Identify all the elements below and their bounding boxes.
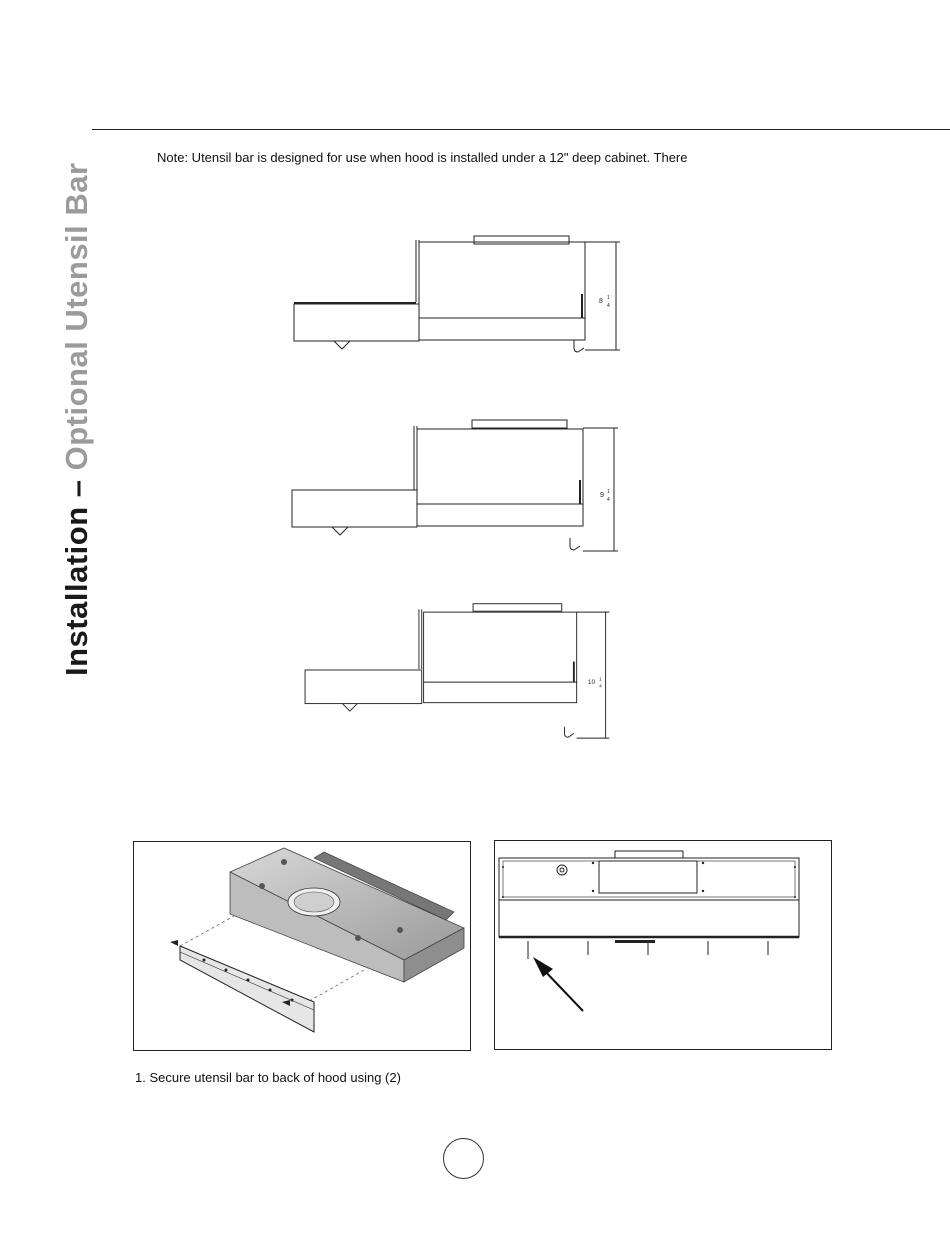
hood-isometric-drawing	[134, 842, 470, 1050]
side-view-diagram-3	[280, 600, 640, 740]
utensil-bar-front-view-illustration	[494, 840, 832, 1050]
side-view-drawing-2	[280, 418, 640, 558]
dimension-fraction-den-3: 4	[599, 683, 602, 689]
dimension-fraction-den-1: 4	[607, 303, 610, 309]
header-rule	[92, 129, 950, 130]
side-view-drawing-1	[280, 232, 640, 372]
dimension-fraction-num-3: 1	[599, 676, 602, 682]
page-number-circle	[443, 1138, 484, 1179]
side-view-diagram-1	[280, 232, 640, 372]
side-view-drawing-3	[280, 600, 640, 740]
utensil-bar-assembly-illustration	[133, 841, 471, 1051]
dimension-label-1: 8	[599, 298, 603, 305]
dimension-fraction-den-2: 4	[607, 497, 610, 503]
section-title	[60, 162, 94, 676]
hood-front-drawing	[495, 841, 831, 1049]
installation-note: Note: Utensil bar is designed for use when hood is installed under a 12" deep cabinet. There	[157, 150, 688, 165]
dimension-fraction-num-1: 1	[607, 295, 610, 301]
dimension-fraction-num-2: 1	[607, 489, 610, 495]
step-caption: 1. Secure utensil bar to back of hood using (2)	[135, 1070, 401, 1085]
dimension-label-3: 10	[587, 679, 596, 686]
side-view-diagram-2	[280, 418, 640, 558]
dimension-label-2: 9	[600, 492, 604, 499]
section-title-accent: Optional Utensil Bar	[59, 162, 94, 471]
section-title-main: Installation –	[59, 470, 94, 676]
